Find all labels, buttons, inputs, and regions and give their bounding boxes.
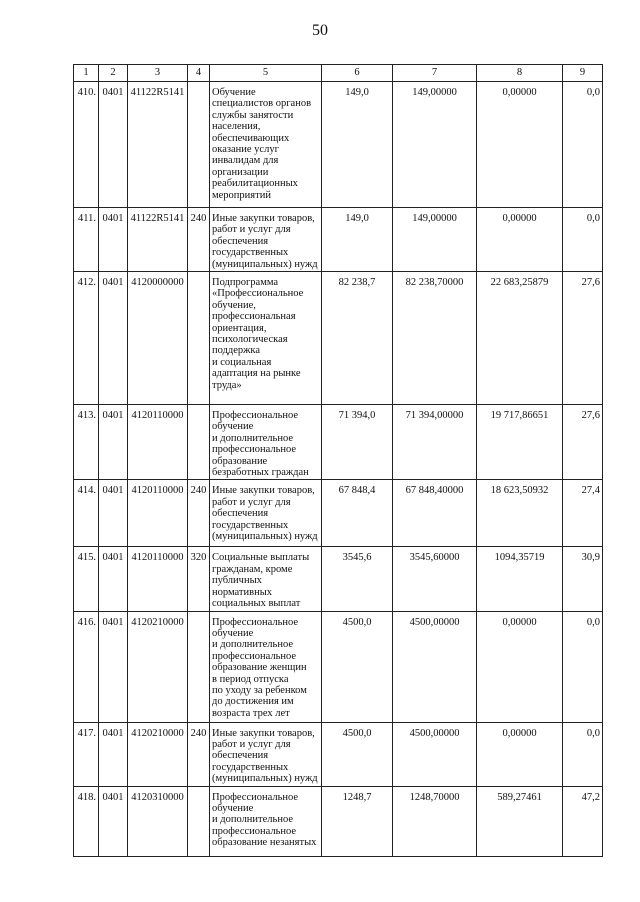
target-article-code-cell bbox=[128, 82, 188, 208]
expense-type-code: 240 bbox=[190, 727, 207, 739]
refined-amount: 149,00000 bbox=[412, 87, 457, 98]
executed-amount-cell bbox=[477, 786, 563, 856]
row-number-cell bbox=[74, 272, 99, 405]
item-name-cell bbox=[210, 82, 322, 208]
execution-percent-cell bbox=[563, 722, 603, 786]
refined-amount-cell bbox=[393, 82, 477, 208]
expense-type-code-cell bbox=[188, 405, 210, 480]
refined-amount-cell bbox=[393, 611, 477, 722]
item-name-cell bbox=[210, 480, 322, 547]
row-number: 414. bbox=[77, 485, 96, 497]
executed-amount-cell bbox=[477, 611, 563, 722]
table-row bbox=[74, 547, 603, 611]
item-name: Подпрограмма «Профессиональное обучение, профессиональная ориентация, психологическая поддержка и социальная адаптация на рынке труда» bbox=[212, 277, 304, 391]
execution-percent-cell bbox=[563, 82, 603, 208]
row-number: 410. bbox=[77, 87, 96, 98]
expense-type-code: 320 bbox=[190, 552, 207, 564]
execution-percent-cell bbox=[563, 786, 603, 856]
refined-amount: 3545,60000 bbox=[409, 552, 460, 564]
table-row bbox=[74, 611, 603, 722]
target-article-code: 4120210000 bbox=[131, 616, 184, 628]
item-name: Иные закупки товаров, работ и услуг для обеспечения государственных (муниципальных) нужд bbox=[212, 485, 318, 543]
section-code-cell bbox=[99, 722, 128, 786]
execution-percent: 27,6 bbox=[581, 410, 600, 422]
approved-amount: 71 394,0 bbox=[338, 410, 376, 422]
approved-amount: 4500,0 bbox=[342, 616, 372, 628]
approved-amount: 82 238,7 bbox=[338, 277, 376, 289]
item-name: Профессиональное обучение и дополнительное профессиональное образование незанятых bbox=[212, 791, 317, 849]
item-name: Обучение специалистов органов службы занятости населения, обеспечивающих оказание услуг инвалидам для организации реабилитационных мероприятий bbox=[212, 87, 312, 201]
target-article-code: 4120210000 bbox=[131, 727, 184, 739]
column-header-7: 7 bbox=[393, 65, 477, 82]
expense-type-code: 240 bbox=[190, 485, 207, 497]
execution-percent: 0,0 bbox=[586, 213, 600, 224]
refined-amount-cell bbox=[393, 722, 477, 786]
column-header-6: 6 bbox=[322, 65, 393, 82]
row-number-cell bbox=[74, 208, 99, 272]
table-row bbox=[74, 272, 603, 405]
target-article-code-cell bbox=[128, 405, 188, 480]
item-name-cell bbox=[210, 272, 322, 405]
item-name-cell bbox=[210, 547, 322, 611]
approved-amount-cell bbox=[322, 611, 393, 722]
section-code: 0401 bbox=[102, 727, 124, 739]
executed-amount-cell bbox=[477, 82, 563, 208]
column-header-3: 3 bbox=[128, 65, 188, 82]
target-article-code-cell bbox=[128, 611, 188, 722]
expense-type-code bbox=[190, 788, 207, 792]
refined-amount: 4500,00000 bbox=[409, 616, 460, 628]
item-name: Иные закупки товаров, работ и услуг для обеспечения государственных (муниципальных) нужд bbox=[212, 727, 318, 785]
execution-percent-cell bbox=[563, 480, 603, 547]
item-name: Профессиональное обучение и дополнительное профессиональное образование безработных граждан bbox=[212, 410, 309, 479]
expense-type-code-cell bbox=[188, 480, 210, 547]
target-article-code-cell bbox=[128, 547, 188, 611]
execution-percent-cell bbox=[563, 272, 603, 405]
approved-amount-cell bbox=[322, 405, 393, 480]
executed-amount: 1094,35719 bbox=[494, 552, 545, 564]
expense-type-code: 240 bbox=[190, 213, 207, 224]
target-article-code: 4120110000 bbox=[131, 485, 184, 497]
column-header-1: 1 bbox=[74, 65, 99, 82]
row-number-cell bbox=[74, 480, 99, 547]
refined-amount-cell bbox=[393, 272, 477, 405]
executed-amount: 589,27461 bbox=[497, 791, 542, 803]
expense-type-code-cell bbox=[188, 611, 210, 722]
refined-amount: 4500,00000 bbox=[409, 727, 460, 739]
section-code-cell bbox=[99, 611, 128, 722]
executed-amount-cell bbox=[477, 208, 563, 272]
expense-type-code-cell bbox=[188, 208, 210, 272]
approved-amount: 149,0 bbox=[345, 87, 369, 98]
section-code: 0401 bbox=[102, 485, 124, 497]
column-header-2: 2 bbox=[99, 65, 128, 82]
expense-type-code-cell bbox=[188, 82, 210, 208]
section-code-cell bbox=[99, 272, 128, 405]
expense-type-code bbox=[190, 613, 207, 617]
table-row bbox=[74, 786, 603, 856]
section-code-cell bbox=[99, 786, 128, 856]
table-row bbox=[74, 405, 603, 480]
item-name-cell bbox=[210, 208, 322, 272]
approved-amount-cell bbox=[322, 480, 393, 547]
row-number: 412. bbox=[77, 277, 96, 289]
approved-amount: 1248,7 bbox=[342, 791, 372, 803]
target-article-code: 41122R5141 bbox=[130, 87, 185, 98]
execution-percent: 30,9 bbox=[581, 552, 600, 564]
approved-amount-cell bbox=[322, 208, 393, 272]
refined-amount: 82 238,70000 bbox=[405, 277, 464, 289]
row-number: 416. bbox=[77, 616, 96, 628]
approved-amount-cell bbox=[322, 722, 393, 786]
executed-amount: 0,00000 bbox=[502, 213, 537, 224]
execution-percent-cell bbox=[563, 611, 603, 722]
execution-percent-cell bbox=[563, 547, 603, 611]
target-article-code: 4120310000 bbox=[131, 791, 184, 803]
executed-amount: 0,00000 bbox=[502, 616, 537, 628]
executed-amount-cell bbox=[477, 480, 563, 547]
item-name-cell bbox=[210, 405, 322, 480]
expense-type-code-cell bbox=[188, 547, 210, 611]
item-name: Социальные выплаты гражданам, кроме публичных нормативных социальных выплат bbox=[212, 552, 310, 610]
target-article-code-cell bbox=[128, 208, 188, 272]
target-article-code-cell bbox=[128, 786, 188, 856]
row-number-cell bbox=[74, 786, 99, 856]
execution-percent: 0,0 bbox=[586, 727, 600, 739]
executed-amount: 0,00000 bbox=[502, 87, 537, 98]
section-code: 0401 bbox=[102, 410, 124, 422]
refined-amount: 149,00000 bbox=[412, 213, 457, 224]
approved-amount-cell bbox=[322, 786, 393, 856]
table-row bbox=[74, 208, 603, 272]
section-code-cell bbox=[99, 405, 128, 480]
row-number-cell bbox=[74, 82, 99, 208]
execution-percent: 27,4 bbox=[581, 485, 600, 497]
column-header-4: 4 bbox=[188, 65, 210, 82]
row-number-cell bbox=[74, 405, 99, 480]
refined-amount-cell bbox=[393, 547, 477, 611]
approved-amount: 67 848,4 bbox=[338, 485, 376, 497]
executed-amount: 18 623,50932 bbox=[490, 485, 549, 497]
executed-amount: 0,00000 bbox=[502, 727, 537, 739]
execution-percent-cell bbox=[563, 208, 603, 272]
item-name-cell bbox=[210, 722, 322, 786]
page-number: 50 bbox=[312, 22, 328, 39]
target-article-code-cell bbox=[128, 480, 188, 547]
refined-amount: 67 848,40000 bbox=[405, 485, 464, 497]
expense-type-code bbox=[190, 273, 207, 277]
execution-percent: 0,0 bbox=[586, 87, 600, 98]
row-number: 418. bbox=[77, 791, 96, 803]
executed-amount: 19 717,86651 bbox=[490, 410, 549, 422]
item-name-cell bbox=[210, 611, 322, 722]
budget-table bbox=[73, 64, 603, 857]
execution-percent: 0,0 bbox=[586, 616, 600, 628]
expense-type-code-cell bbox=[188, 272, 210, 405]
column-header-9: 9 bbox=[563, 65, 603, 82]
approved-amount-cell bbox=[322, 82, 393, 208]
execution-percent: 27,6 bbox=[581, 277, 600, 289]
table-row bbox=[74, 480, 603, 547]
execution-percent-cell bbox=[563, 405, 603, 480]
column-header-8: 8 bbox=[477, 65, 563, 82]
executed-amount-cell bbox=[477, 272, 563, 405]
refined-amount-cell bbox=[393, 405, 477, 480]
table-row bbox=[74, 82, 603, 208]
header-row bbox=[74, 65, 603, 82]
item-name: Профессиональное обучение и дополнительное профессиональное образование женщин в период отпуска по уходу за ребенком до достижения им возраста трех лет bbox=[212, 616, 307, 719]
expense-type-code bbox=[190, 406, 207, 410]
row-number-cell bbox=[74, 547, 99, 611]
refined-amount-cell bbox=[393, 786, 477, 856]
executed-amount: 22 683,25879 bbox=[490, 277, 549, 289]
approved-amount-cell bbox=[322, 547, 393, 611]
target-article-code: 4120000000 bbox=[131, 277, 184, 289]
expense-type-code-cell bbox=[188, 722, 210, 786]
row-number: 415. bbox=[77, 552, 96, 564]
section-code-cell bbox=[99, 208, 128, 272]
target-article-code: 41122R5141 bbox=[130, 213, 185, 224]
row-number-cell bbox=[74, 611, 99, 722]
target-article-code: 4120110000 bbox=[131, 410, 184, 422]
column-header-5: 5 bbox=[210, 65, 322, 82]
table-row bbox=[74, 722, 603, 786]
section-code-cell bbox=[99, 82, 128, 208]
section-code: 0401 bbox=[102, 552, 124, 564]
row-number-cell bbox=[74, 722, 99, 786]
section-code: 0401 bbox=[102, 616, 124, 628]
refined-amount: 71 394,00000 bbox=[405, 410, 464, 422]
row-number: 417. bbox=[77, 727, 96, 739]
target-article-code-cell bbox=[128, 722, 188, 786]
approved-amount: 149,0 bbox=[345, 213, 369, 224]
execution-percent: 47,2 bbox=[581, 791, 600, 803]
section-code: 0401 bbox=[102, 87, 124, 98]
row-number: 413. bbox=[77, 410, 96, 422]
approved-amount: 3545,6 bbox=[342, 552, 372, 564]
target-article-code: 4120110000 bbox=[131, 552, 184, 564]
executed-amount-cell bbox=[477, 405, 563, 480]
expense-type-code bbox=[190, 83, 207, 87]
section-code: 0401 bbox=[102, 791, 124, 803]
refined-amount-cell bbox=[393, 208, 477, 272]
row-number: 411. bbox=[78, 213, 96, 224]
executed-amount-cell bbox=[477, 547, 563, 611]
refined-amount: 1248,70000 bbox=[409, 791, 460, 803]
section-code: 0401 bbox=[102, 213, 124, 224]
section-code: 0401 bbox=[102, 277, 124, 289]
expense-type-code-cell bbox=[188, 786, 210, 856]
executed-amount-cell bbox=[477, 722, 563, 786]
refined-amount-cell bbox=[393, 480, 477, 547]
approved-amount: 4500,0 bbox=[342, 727, 372, 739]
item-name-cell bbox=[210, 786, 322, 856]
table-body bbox=[74, 82, 603, 857]
item-name: Иные закупки товаров, работ и услуг для обеспечения государственных (муниципальных) нужд bbox=[212, 213, 318, 270]
section-code-cell bbox=[99, 547, 128, 611]
approved-amount-cell bbox=[322, 272, 393, 405]
section-code-cell bbox=[99, 480, 128, 547]
target-article-code-cell bbox=[128, 272, 188, 405]
